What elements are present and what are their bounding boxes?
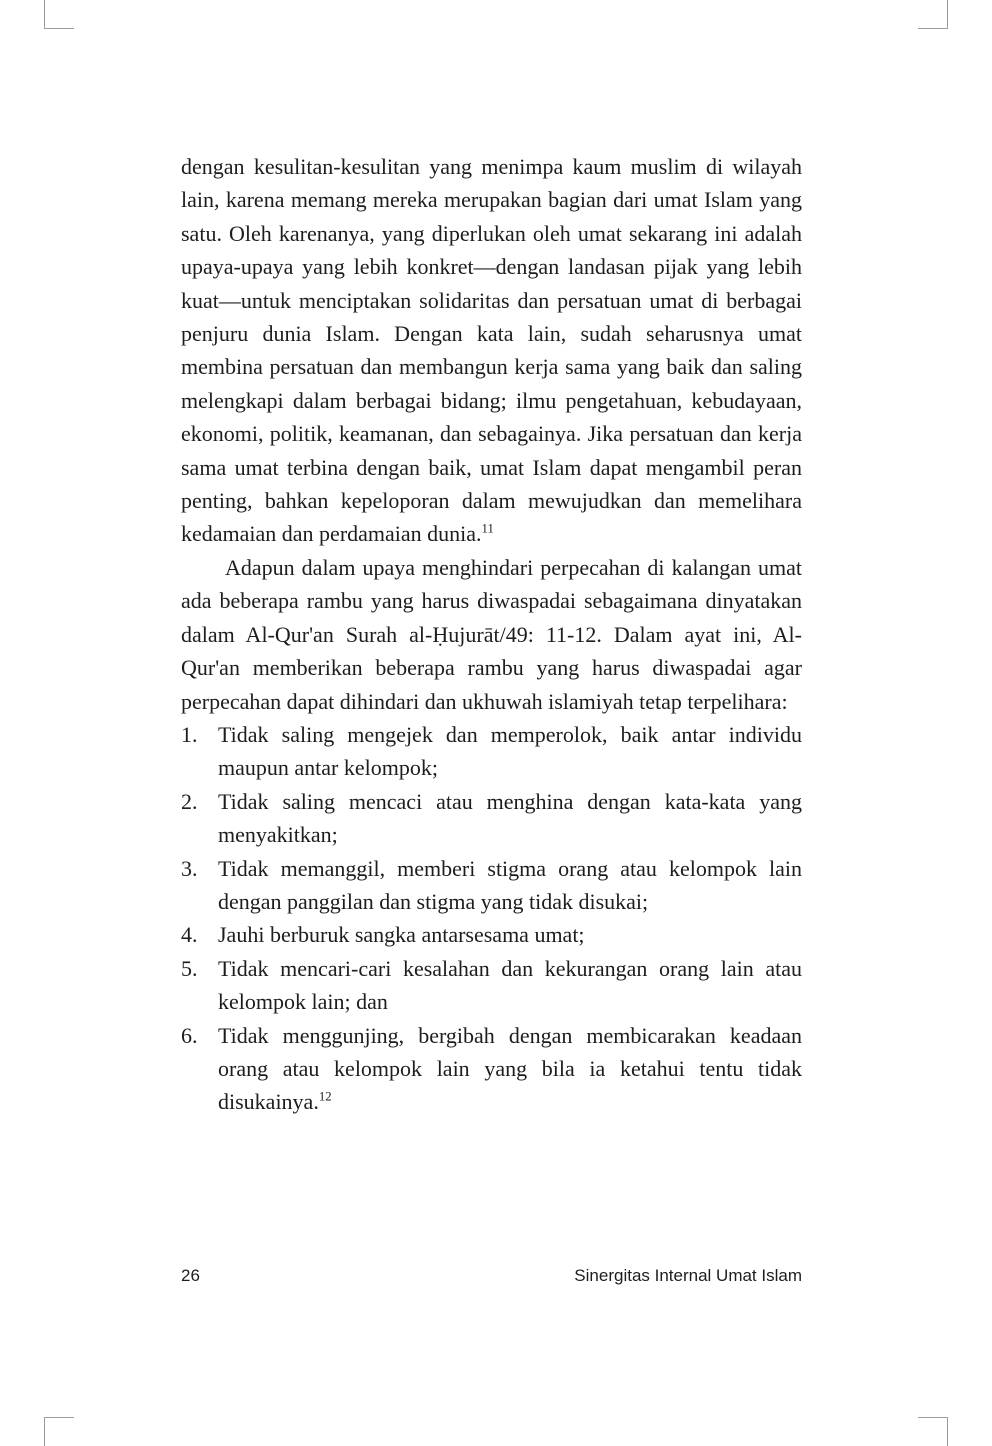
list-item-number: 4.	[181, 922, 198, 948]
crop-mark-top-left	[44, 0, 74, 29]
footnote-ref-12: 12	[318, 1090, 332, 1105]
list-item	[181, 718, 802, 785]
running-title: Sinergitas Internal Umat Islam	[574, 1266, 802, 1285]
list-item-number: 1.	[181, 721, 198, 747]
list-item-text: Tidak saling mengejek dan memperolok, baik antar individu maupun antar kelompok;	[218, 721, 802, 781]
page-number: 26	[181, 1266, 200, 1285]
paragraph-text: dengan kesulitan-kesulitan yang menimpa kaum muslim di wilayah lain, karena memang mereka merupakan bagian dari umat Islam yang satu. Oleh karenanya, yang diperlukan oleh umat sekarang ini adalah upaya-upaya yang lebih konkret—dengan landasan pijak yang lebih kuat—untuk menciptakan solidaritas dan persatuan umat di berbagai penjuru dunia Islam. Dengan kata lain, sudah seharusnya umat membina persatuan dan membangun kerja sama yang baik dan saling melengkapi dalam berbagai bidang; ilmu pengetahuan, kebudayaan, ekonomi, politik, keamanan, dan sebagainya. Jika persatuan dan kerja sama umat terbina dengan baik, umat Islam dapat mengambil peran penting, bahkan kepeloporan dalam mewujudkan dan memelihara kedamaian dan perdamaian dunia.	[181, 154, 802, 547]
paragraph-text: Adapun dalam upaya menghindari perpecahan di kalangan umat ada beberapa rambu yang harus diwaspadai sebagaimana dinyatakan dalam Al-Qur'an Surah al-Ḥujurāt/49: 11-12. Dalam ayat ini, Al-Qur'an memberikan beberapa rambu yang harus diwaspadai agar perpecahan dapat dihindari dan ukhuwah islamiyah tetap terpelihara:	[181, 554, 802, 714]
crop-mark-bottom-right	[918, 1417, 948, 1446]
list-item-text: Tidak menggunjing, bergibah dengan membicarakan keadaan orang atau kelompok lain yang bila ia ketahui tentu tidak disukainya.$^{12}$	[218, 1022, 802, 1115]
paragraph	[181, 150, 802, 551]
list-item	[181, 1019, 802, 1119]
list-item	[181, 952, 802, 1019]
list-item-number: 6.	[181, 1022, 198, 1048]
footnote-ref-11: 11	[481, 522, 494, 537]
list-item	[181, 785, 802, 852]
rules-list	[181, 718, 802, 1119]
list-item-text: Tidak mencari-cari kesalahan dan kekurangan orang lain atau kelompok lain; dan	[218, 955, 802, 1015]
list-item-number: 5.	[181, 955, 198, 981]
list-item-text: Jauhi berburuk sangka antarsesama umat;	[218, 922, 585, 948]
text-block	[181, 150, 802, 1119]
paragraph	[181, 551, 802, 718]
page-footer	[181, 1266, 802, 1286]
crop-mark-bottom-left	[44, 1417, 74, 1446]
list-item	[181, 852, 802, 919]
list-item-text: Tidak memanggil, memberi stigma orang atau kelompok lain dengan panggilan dan stigma yang tidak disukai;	[218, 855, 802, 914]
list-item-number: 2.	[181, 788, 198, 814]
list-item	[181, 918, 802, 951]
crop-mark-top-right	[918, 0, 948, 29]
list-item-text: Tidak saling mencaci atau menghina dengan kata-kata yang menyakitkan;	[218, 788, 802, 848]
list-item-number: 3.	[181, 855, 198, 881]
